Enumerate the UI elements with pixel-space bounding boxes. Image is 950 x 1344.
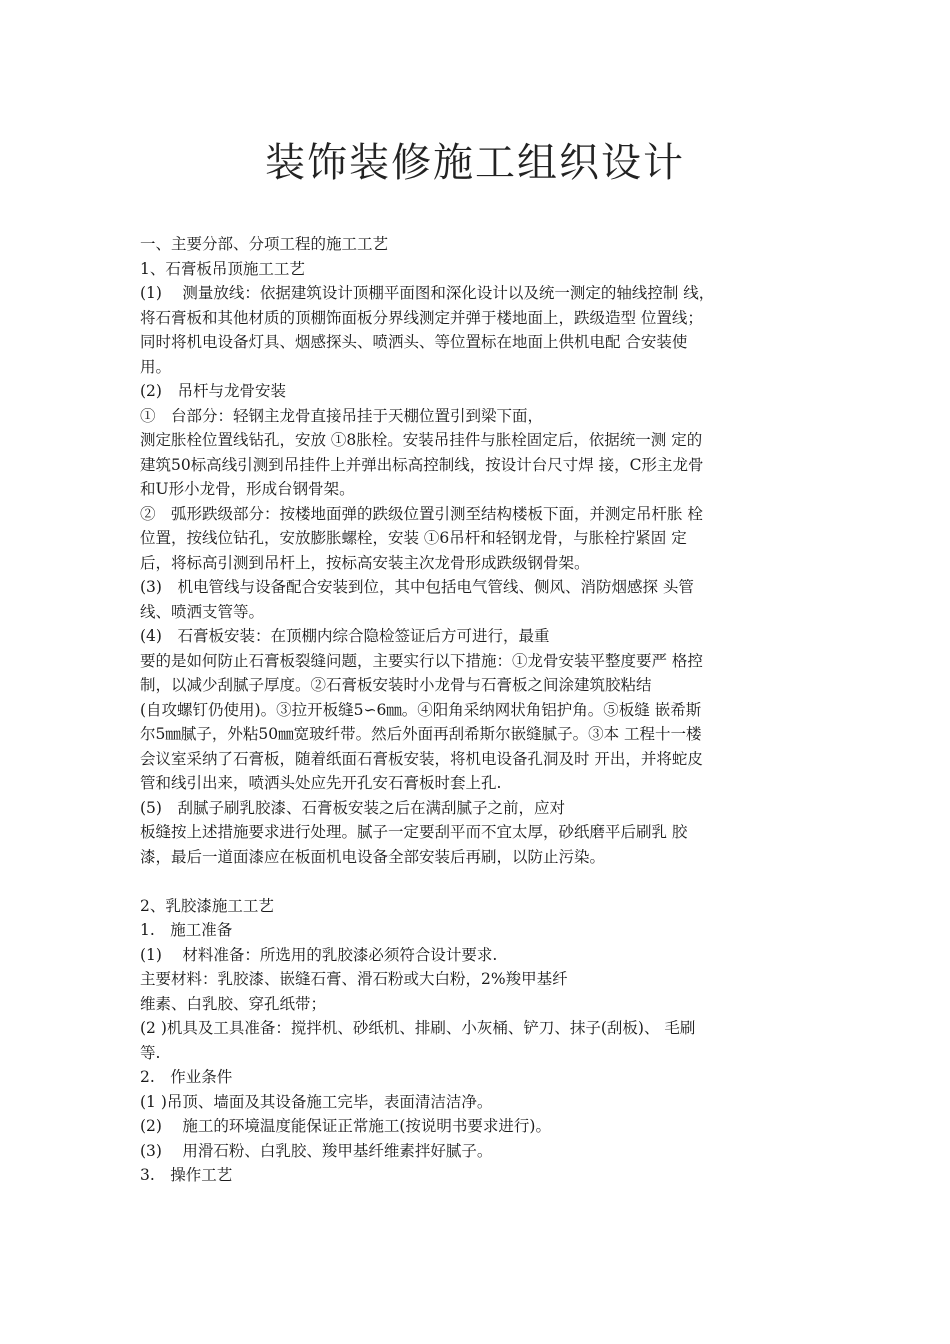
text-line: 1、石膏板吊顶施工工艺	[140, 259, 305, 278]
text-line: 用。	[140, 357, 172, 376]
text-line: ① 台部分：轻钢主龙骨直接吊挂于天棚位置引到梁下面，	[140, 406, 544, 425]
text-line: 后，将标高引测到吊杆上，按标高安装主次龙骨形成跌级钢骨架。	[140, 553, 590, 572]
text-line: 会议室采纳了石膏板，随着纸面石膏板安装，将机电设备孔洞及时 开出，并将蛇皮	[140, 749, 703, 768]
text-line: (1) 测量放线：依据建筑设计顶棚平面图和深化设计以及统一测定的轴线控制 线，	[140, 284, 715, 302]
text-line: 2. 作业条件	[140, 1068, 233, 1086]
text-line: 要的是如何防止石膏板裂缝问题，主要实行以下措施：①龙骨安装平整度要严 格控	[140, 651, 703, 670]
text-line: 线、喷洒支管等。	[140, 602, 265, 621]
text-line: 板缝按上述措施要求进行处理。腻子一定要刮平而不宜太厚，砂纸磨平后刷乳 胶	[140, 823, 688, 841]
text-line: 测定胀栓位置线钻孔，安放 ①8胀栓。安装吊挂件与胀栓固定后，依据统一测 定的	[140, 431, 703, 449]
text-line: (3) 机电管线与设备配合安装到位，其中包括电气管线、侧风、消防烟感探 头管	[140, 578, 694, 596]
text-line: (2) 施工的环境温度能保证正常施工(按说明书要求进行)。	[140, 1117, 551, 1135]
text-line: (2 )机具及工具准备：搅拌机、砂纸机、排刷、小灰桶、铲刀、抹子(刮板)、 毛刷	[140, 1019, 696, 1037]
text-line: 尔5㎜腻子，外粘50㎜宽玻纤带。然后外面再刮希斯尔嵌缝腻子。③本 工程十一楼	[140, 725, 702, 743]
text-line: 主要材料：乳胶漆、嵌缝石膏、滑石粉或大白粉，2%羧甲基纤	[140, 970, 568, 988]
text-line: 一、主要分部、分项工程的施工工艺	[140, 235, 389, 253]
document-body	[140, 232, 820, 1188]
text-line: (2) 吊杆与龙骨安装	[140, 382, 286, 400]
text-line: (1 )吊顶、墙面及其设备施工完毕，表面清洁洁净。	[140, 1092, 493, 1111]
text-line: 维素、白乳胶、穿孔纸带；	[140, 994, 327, 1013]
text-line: 位置，按线位钻孔，安放膨胀螺栓，安装 ①6吊杆和轻钢龙骨，与胀栓拧紧固 定	[140, 529, 687, 547]
text-line: (4) 石膏板安装：在顶棚内综合隐检签证后方可进行，最重	[140, 627, 550, 645]
text-line: (5) 刮腻子刷乳胶漆、石膏板安装之后在满刮腻子之前，应对	[140, 798, 565, 817]
text-line: 等.	[140, 1043, 161, 1062]
text-line: ② 弧形跌级部分：按楼地面弹的跌级位置引测至结构楼板下面，并测定吊杆胀 栓	[140, 504, 703, 523]
blank-line	[140, 869, 820, 894]
text-line: 1. 施工准备	[140, 921, 233, 939]
text-line: (1) 材料准备：所选用的乳胶漆必须符合设计要求.	[140, 945, 498, 964]
text-line: 同时将机电设备灯具、烟感探头、喷洒头、等位置标在地面上供机电配 合安装使	[140, 333, 688, 351]
text-line: 2、乳胶漆施工工艺	[140, 896, 274, 915]
text-line: 漆，最后一道面漆应在板面机电设备全部安装后再刷，以防止污染。	[140, 847, 606, 866]
text-line: 管和线引出来，喷洒头处应先开孔安石膏板时套上孔.	[140, 774, 502, 792]
text-line: (3) 用滑石粉、白乳胶、羧甲基纤维素拌好腻子。	[140, 1141, 493, 1160]
text-line: (自攻螺钉仍使用)。③拉开板缝5∽6㎜。④阳角采纳网状角铝护角。⑤板缝 嵌希斯	[140, 700, 702, 719]
text-line: 建筑50标高线引测到吊挂件上并弹出标高控制线，按设计台尺寸焊 接，C形主龙骨	[140, 455, 704, 474]
text-line: 制，以减少刮腻子厚度。②石膏板安装时小龙骨与石膏板之间涂建筑胶粘结	[140, 676, 652, 694]
document-title: 装饰装修施工组织设计	[265, 139, 685, 186]
text-line: 3. 操作工艺	[140, 1166, 233, 1184]
text-line: 和U形小龙骨，形成台钢骨架。	[140, 480, 355, 498]
text-line: 将石膏板和其他材质的顶棚饰面板分界线测定并弹于楼地面上，跌级造型 位置线；	[140, 308, 703, 327]
